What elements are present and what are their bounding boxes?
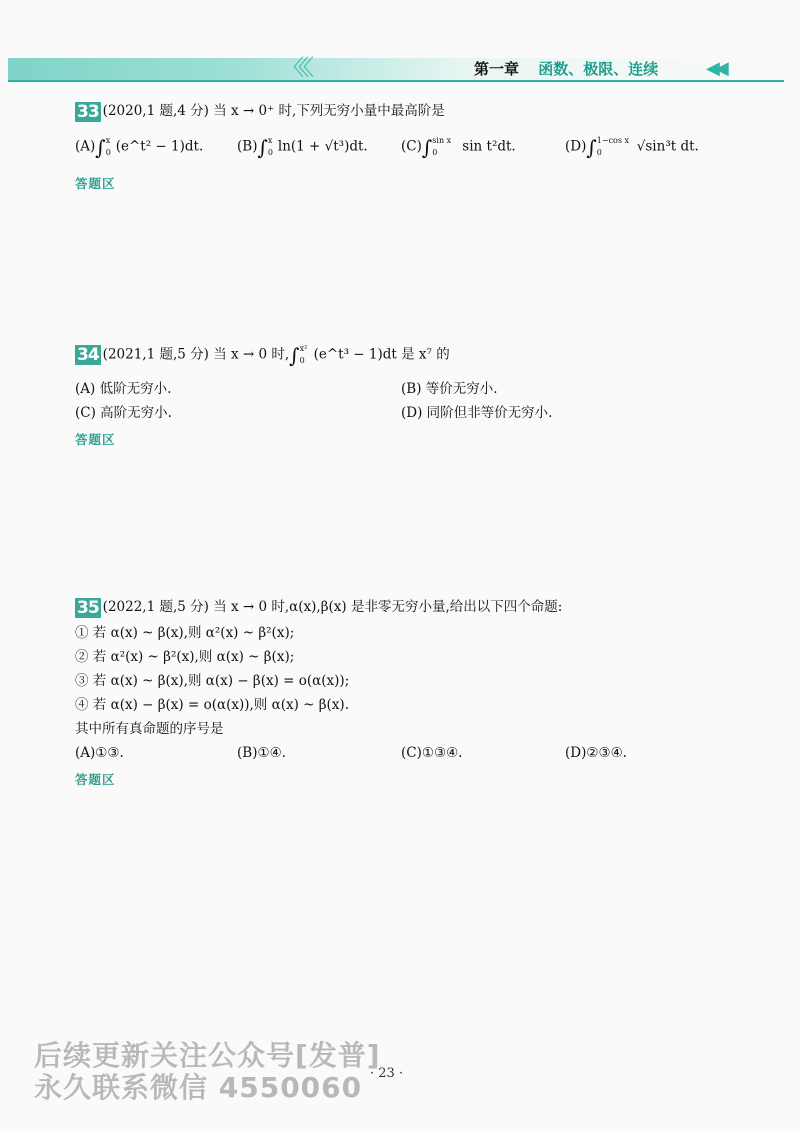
proposition-3: ③ 若 α(x) ~ β(x),则 α(x) − β(x) = o(α(x)); xyxy=(75,673,350,689)
answer-area-label: 答题区 xyxy=(75,772,116,787)
question-stem: 34 (2021,1 题,5 分) 当 x → 0 时,∫ x² 0 (e^t³ − 1)dt 是 x⁷ 的 xyxy=(77,343,450,368)
question-number: 34 xyxy=(77,345,99,365)
option-c: (C)①③④. xyxy=(401,745,463,761)
header-bar xyxy=(8,58,780,80)
question-stem: 33 (2020,1 题,4 分) 当 x → 0⁺ 时,下列无穷小量中最高阶是 xyxy=(77,101,445,122)
page-number: · 23 · xyxy=(370,1066,404,1081)
answer-area-label: 答题区 xyxy=(75,432,116,447)
header-divider xyxy=(8,80,784,82)
option-a: (A)①③. xyxy=(75,745,124,761)
option-c: (C) 高阶无穷小. xyxy=(75,405,172,421)
integral-sign: ∫ xyxy=(95,135,106,160)
question-number: 35 xyxy=(77,597,99,618)
option-b: (B) 等价无穷小. xyxy=(401,381,498,397)
question-prompt: 其中所有真命题的序号是 xyxy=(75,721,224,737)
answer-area-label: 答题区 xyxy=(75,176,116,191)
option-a: (A)∫ x 0 (e^t² − 1)dt. xyxy=(75,135,204,160)
integral-sign: ∫ xyxy=(257,135,268,160)
chapter-topic: 函数、极限、连续 xyxy=(538,60,659,78)
option-b: (B)①④. xyxy=(237,745,286,761)
watermark-line-1: 后续更新关注公众号[发普] xyxy=(34,1039,381,1072)
option-b: (B)∫ x 0 ln(1 + √t³)dt. xyxy=(237,135,368,160)
option-c: (C)∫ sin x 0 sin t²dt. xyxy=(401,135,516,160)
option-a: (A) 低阶无穷小. xyxy=(75,381,172,397)
integral-sign: ∫ xyxy=(421,135,433,160)
chevron-left-decoration-icon: 〈〈〈 xyxy=(282,56,309,81)
chapter-number: 第一章 xyxy=(474,60,520,78)
proposition-4: ④ 若 α(x) − β(x) = o(α(x)),则 α(x) ~ β(x). xyxy=(75,697,349,713)
proposition-2: ② 若 α²(x) ~ β²(x),则 α(x) ~ β(x); xyxy=(75,649,295,665)
watermark-line-2: 永久联系微信 4550060 xyxy=(34,1071,363,1104)
integral-sign: ∫ xyxy=(586,135,597,160)
option-d: (D) 同阶但非等价无穷小. xyxy=(401,405,553,421)
option-d: (D)∫ 1−cos x 0 √sin³t dt. xyxy=(565,135,699,160)
proposition-1: ① 若 α(x) ~ β(x),则 α²(x) ~ β²(x); xyxy=(75,625,295,641)
question-number: 33 xyxy=(77,101,99,122)
integral-sign: ∫ xyxy=(289,343,300,368)
chapter-header xyxy=(474,57,658,81)
option-d: (D)②③④. xyxy=(565,745,627,761)
triangle-left-decoration-icon: ◀◀ xyxy=(706,58,724,79)
question-stem: 35 (2022,1 题,5 分) 当 x → 0 时,α(x),β(x) 是非零无穷小量,给出以下四个命题: xyxy=(77,597,563,618)
